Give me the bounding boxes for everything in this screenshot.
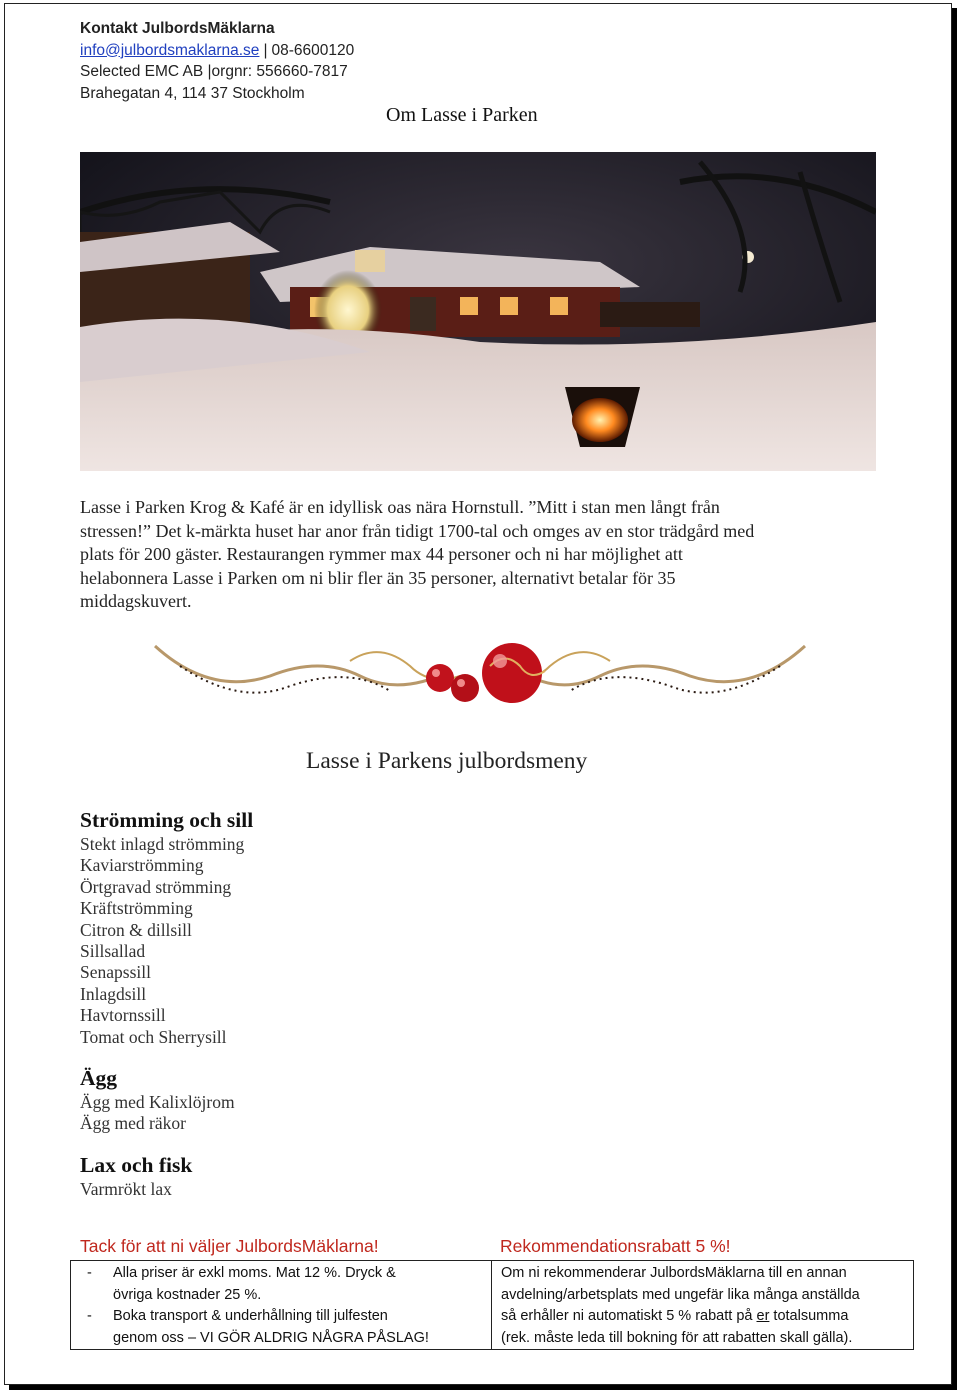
menu-list bbox=[80, 806, 253, 1200]
menu-item: Tomat och Sherrysill bbox=[80, 1026, 227, 1047]
company-name: Kontakt JulbordsMäklarna bbox=[80, 20, 275, 37]
menu-item: Sillsallad bbox=[80, 941, 146, 962]
intro-line: plats för 200 gäster. Restaurangen rymmer max 44 personer och ni har möjlighet att bbox=[80, 544, 683, 564]
bullet-dash: - bbox=[87, 1265, 92, 1281]
bullet-dash: - bbox=[87, 1308, 92, 1324]
discount-line: Om ni rekommenderar JulbordsMäklarna till en annan bbox=[501, 1265, 847, 1281]
separator: | bbox=[263, 41, 268, 59]
menu-item: Ägg med räkor bbox=[80, 1113, 186, 1134]
discount-text-part: totalsumma bbox=[769, 1308, 849, 1324]
menu-item: Örtgravad strömming bbox=[80, 876, 232, 897]
intro-line: stressen!” Det k-märkta huset har anor från tidigt 1700-tal och omges av en stor trädgård med bbox=[80, 520, 755, 541]
menu-title: Lasse i Parkens julbordsmeny bbox=[306, 748, 588, 774]
menu-item: Varmrökt lax bbox=[80, 1178, 172, 1199]
discount-line: (rek. måste leda till bokning för att rabatten skall gälla). bbox=[501, 1329, 853, 1346]
page-title: Om Lasse i Parken bbox=[386, 104, 538, 126]
contact-block bbox=[80, 18, 354, 104]
bullet-line: Boka transport & underhållning till julfesten bbox=[113, 1308, 388, 1324]
org-line bbox=[80, 61, 354, 83]
discount-text bbox=[501, 1263, 860, 1349]
menu-item: Citron & dillsill bbox=[80, 919, 192, 940]
menu-item: Havtornssill bbox=[80, 1005, 166, 1026]
org-number: orgnr: 556660-7817 bbox=[211, 63, 348, 80]
christmas-ornament-divider bbox=[150, 636, 810, 716]
discount-line: avdelning/arbetsplats med ungefär lika många anställda bbox=[501, 1286, 860, 1303]
intro-line: helabonnera Lasse i Parken om ni blir fler än 35 personer, alternativt betalar för 35 bbox=[80, 567, 676, 588]
menu-item: Stekt inlagd strömming bbox=[80, 834, 245, 854]
discount-line bbox=[501, 1306, 860, 1328]
thanks-heading: Tack för att ni väljer JulbordsMäklarna! bbox=[80, 1236, 379, 1256]
contact-line bbox=[80, 40, 354, 62]
intro-paragraph bbox=[80, 496, 880, 614]
bullet-line: övriga kostnader 25 %. bbox=[113, 1286, 262, 1303]
menu-item: Ägg med Kalixlöjrom bbox=[80, 1092, 235, 1113]
menu-item: Kaviarströmming bbox=[80, 855, 204, 876]
bullet-line: Alla priser är exkl moms. Mat 12 %. Dryck & bbox=[113, 1265, 396, 1281]
discount-text-underlined: er bbox=[756, 1308, 770, 1324]
org-name: Selected EMC AB bbox=[80, 63, 208, 80]
menu-item: Inlagdsill bbox=[80, 983, 147, 1004]
intro-line: Lasse i Parken Krog & Kafé är en idyllisk oas nära Hornstull. ”Mitt i stan men långt från bbox=[80, 497, 720, 517]
menu-category-egg: Ägg bbox=[80, 1066, 118, 1091]
pricing-bullet bbox=[87, 1263, 396, 1306]
address: Brahegatan 4, 114 37 Stockholm bbox=[80, 84, 305, 102]
bullet-line: genom oss – VI GÖR ALDRIG NÅGRA PÅSLAG! bbox=[113, 1329, 429, 1346]
info-table bbox=[70, 1260, 914, 1350]
menu-category-herring: Strömming och sill bbox=[80, 808, 254, 832]
discount-heading: Rekommendationsrabatt 5 %! bbox=[500, 1236, 731, 1256]
booking-bullet bbox=[87, 1306, 429, 1349]
pricing-notes-cell bbox=[71, 1261, 492, 1349]
menu-category-salmon: Lax och fisk bbox=[80, 1152, 193, 1177]
discount-info-cell bbox=[492, 1261, 913, 1349]
email-link[interactable]: info@julbordsmaklarna.se bbox=[80, 41, 260, 59]
separator: | bbox=[207, 63, 212, 80]
menu-item: Kräftströmming bbox=[80, 898, 193, 919]
menu-item: Senapssill bbox=[80, 962, 151, 983]
phone: 08-6600120 bbox=[271, 41, 355, 59]
discount-text-part: så erhåller ni automatiskt 5 % rabatt på bbox=[501, 1308, 757, 1324]
intro-line: middagskuvert. bbox=[80, 591, 192, 611]
restaurant-photo bbox=[80, 152, 876, 471]
